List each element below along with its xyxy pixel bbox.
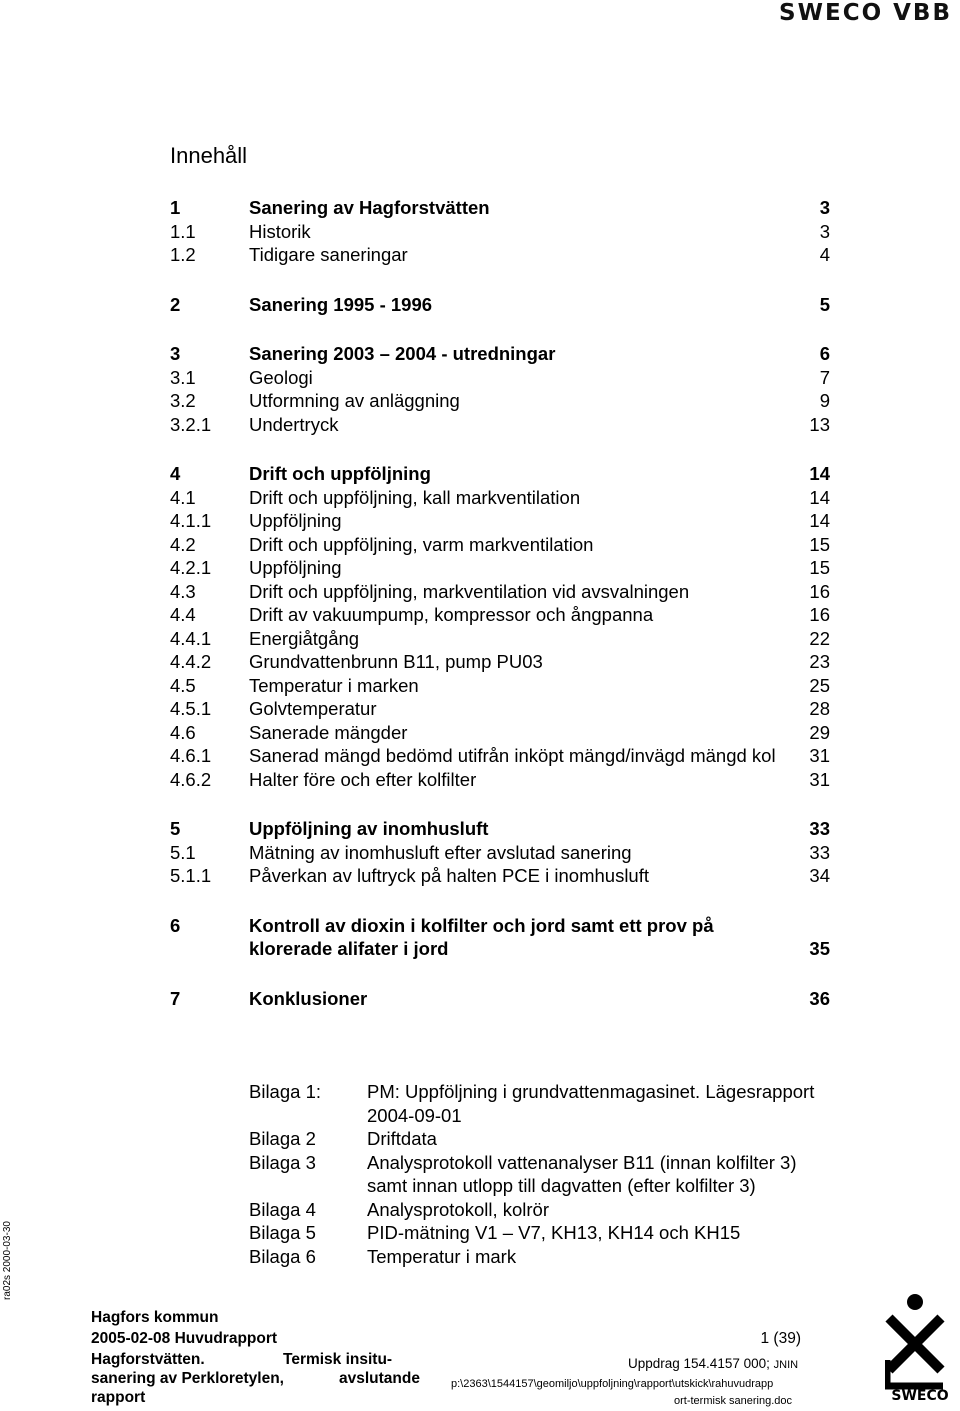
toc-entry-number: 3.2.1 <box>170 413 212 435</box>
toc-entry <box>170 389 830 413</box>
toc-entry-number: 3 <box>170 343 181 364</box>
footer-initials: JNIN <box>773 1359 799 1371</box>
toc-entry-number: 4.2.1 <box>170 557 212 578</box>
toc-entry-page: 35 <box>809 938 830 959</box>
appendix-label: Bilaga 1: <box>249 1081 321 1102</box>
toc-entry-number: 5.1.1 <box>170 865 212 886</box>
toc-entry <box>170 744 830 768</box>
toc-entry-title: Energiåtgång <box>249 627 360 649</box>
appendix-description: PID-mätning V1 – V7, KH13, KH14 och KH15 <box>367 1222 741 1243</box>
toc-entry-number: 4.3 <box>170 580 196 602</box>
toc-entry-title: Drift och uppföljning, kall markventilation <box>249 486 581 508</box>
toc-entry-page: 28 <box>809 698 830 719</box>
toc-entry-page: 34 <box>809 865 830 886</box>
toc-entry-page: 3 <box>819 220 830 242</box>
toc-entry-page: 33 <box>809 818 830 839</box>
toc-entry <box>170 650 830 674</box>
toc-entry-title: Utformning av anläggning <box>249 390 460 411</box>
toc-entry-number: 3.1 <box>170 366 196 388</box>
toc-entry <box>170 509 830 533</box>
toc-entry-title: Geologi <box>249 366 313 388</box>
appendix-list <box>249 1080 849 1268</box>
toc-entry <box>170 293 830 317</box>
appendix-label: Bilaga 4 <box>249 1198 316 1220</box>
footer-project-b: Termisk insitu- <box>283 1351 393 1368</box>
toc-entry-page: 29 <box>809 721 830 743</box>
toc-entry <box>170 841 830 865</box>
toc-entry-number: 4.4 <box>170 604 196 625</box>
table-of-contents <box>170 196 830 1010</box>
appendix-description: Temperatur i mark <box>367 1245 517 1267</box>
toc-entry <box>170 817 830 841</box>
sweco-logo-text: SWECO <box>891 1388 949 1402</box>
toc-entry-number: 4.6 <box>170 721 196 743</box>
toc-entry <box>170 196 830 220</box>
toc-entry-title: Grundvattenbrunn B11, pump PU03 <box>249 651 543 672</box>
toc-entry-title: Sanerade mängder <box>249 721 408 743</box>
toc-entry-page: 13 <box>809 413 830 435</box>
appendix-item <box>249 1080 849 1127</box>
toc-entry-title: Tidigare saneringar <box>249 244 408 265</box>
appendix-description: PM: Uppföljning i grundvattenmagasinet. Lägesrapport 2004-09-01 <box>367 1081 815 1126</box>
toc-entry-number: 4.5 <box>170 674 196 696</box>
appendix-item <box>249 1198 849 1222</box>
toc-entry <box>170 342 830 366</box>
toc-entry <box>170 533 830 557</box>
toc-entry-page: 22 <box>809 627 830 649</box>
toc-entry-page: 14 <box>809 486 830 508</box>
toc-title: Innehåll <box>170 143 248 168</box>
toc-entry-page: 14 <box>809 463 830 484</box>
sweco-vbb-brand: SWECO VBB <box>779 0 952 26</box>
toc-entry-title: Uppföljning av inomhusluft <box>249 818 489 839</box>
toc-entry-page: 6 <box>819 343 830 364</box>
toc-entry <box>170 864 830 888</box>
toc-entry-number: 5.1 <box>170 841 196 863</box>
toc-entry-page: 31 <box>809 768 830 790</box>
sweco-figure-logo-icon <box>885 1290 955 1402</box>
toc-entry-title: Temperatur i marken <box>249 674 419 696</box>
appendix-label: Bilaga 3 <box>249 1151 316 1173</box>
toc-entry <box>170 243 830 267</box>
toc-entry-page: 4 <box>819 244 830 265</box>
toc-entry-page: 25 <box>809 674 830 696</box>
toc-entry <box>170 914 830 961</box>
footer-project-e: rapport <box>91 1389 146 1406</box>
toc-entry-page: 15 <box>809 557 830 578</box>
toc-entry-number: 1.1 <box>170 220 196 242</box>
toc-entry-page: 14 <box>809 510 830 531</box>
toc-entry-title: Drift av vakuumpump, kompressor och ångpanna <box>249 604 654 625</box>
toc-entry-title: Sanering 1995 - 1996 <box>249 293 433 315</box>
appendix-item <box>249 1127 849 1151</box>
toc-entry-page: 7 <box>819 366 830 388</box>
appendix-label: Bilaga 6 <box>249 1245 316 1267</box>
appendix-item <box>249 1221 849 1245</box>
toc-entry-title: Sanering av Hagforstvätten <box>249 197 490 218</box>
toc-entry-page: 9 <box>819 390 830 411</box>
toc-entry-title: Historik <box>249 220 311 242</box>
page-footer <box>91 1308 811 1407</box>
footer-project-a: Hagforstvätten. <box>91 1351 205 1368</box>
toc-entry-title: Sanering 2003 – 2004 - utredningar <box>249 343 556 364</box>
toc-entry <box>170 366 830 390</box>
toc-entry-number: 4.1 <box>170 486 196 508</box>
toc-entry-number: 4.2 <box>170 533 196 555</box>
toc-entry <box>170 697 830 721</box>
toc-entry <box>170 603 830 627</box>
form-code: ra02s 2000-03-30 <box>2 1221 13 1300</box>
toc-entry-number: 4 <box>170 463 181 484</box>
footer-page-number: 1 (39) <box>760 1330 801 1347</box>
footer-project-d: avslutande <box>339 1370 420 1387</box>
toc-entry-page: 3 <box>819 197 830 218</box>
toc-entry-title: Halter före och efter kolfilter <box>249 768 477 790</box>
toc-entry-number: 3.2 <box>170 390 196 411</box>
toc-entry-number: 1.2 <box>170 244 196 265</box>
toc-entry <box>170 220 830 244</box>
appendix-description: Analysprotokoll, kolrör <box>367 1198 549 1220</box>
toc-entry-title: Sanerad mängd bedömd utifrån inköpt mängd/invägd mängd kol <box>249 745 776 766</box>
toc-entry <box>170 580 830 604</box>
toc-entry-number: 4.4.1 <box>170 627 212 649</box>
toc-entry-title: Undertryck <box>249 413 339 435</box>
toc-entry-number: 4.5.1 <box>170 698 212 719</box>
appendix-item <box>249 1151 849 1198</box>
toc-entry-title: Konklusioner <box>249 987 368 1009</box>
footer-file-path: p:\2363\1544157\geomiljo\uppfoljning\rapport\utskick\rahuvudrapp <box>451 1378 774 1390</box>
footer-order <box>628 1354 798 1375</box>
toc-entry-title: Drift och uppföljning, varm markventilation <box>249 533 594 555</box>
toc-entry <box>170 486 830 510</box>
toc-entry <box>170 627 830 651</box>
toc-entry <box>170 768 830 792</box>
footer-date-report: 2005-02-08 Huvudrapport <box>91 1330 278 1347</box>
toc-entry-title: Golvtemperatur <box>249 698 377 719</box>
toc-entry-title: Påverkan av luftryck på halten PCE i inomhusluft <box>249 865 649 886</box>
toc-entry <box>170 987 830 1011</box>
toc-entry <box>170 556 830 580</box>
appendix-label: Bilaga 2 <box>249 1128 316 1149</box>
appendix-item <box>249 1245 849 1269</box>
toc-entry-page: 23 <box>809 651 830 672</box>
toc-entry-number: 4.1.1 <box>170 510 212 531</box>
toc-entry-page: 15 <box>809 533 830 555</box>
toc-entry <box>170 413 830 437</box>
toc-entry-number: 1 <box>170 197 181 218</box>
sweco-logo <box>885 1290 955 1402</box>
toc-entry-page: 33 <box>809 841 830 863</box>
footer-order-number: Uppdrag 154.4157 000; <box>628 1356 770 1371</box>
toc-entry <box>170 462 830 486</box>
toc-entry-title: Drift och uppföljning <box>249 463 431 484</box>
footer-file-name: ort-termisk sanering.doc <box>674 1395 792 1407</box>
toc-entry-number: 4.4.2 <box>170 651 212 672</box>
toc-entry-title: Uppföljning <box>249 510 342 531</box>
appendix-label: Bilaga 5 <box>249 1222 316 1243</box>
toc-entry-page: 16 <box>809 604 830 625</box>
toc-entry <box>170 674 830 698</box>
toc-entry-number: 4.6.1 <box>170 745 212 766</box>
toc-entry-number: 6 <box>170 914 181 936</box>
toc-entry-number: 5 <box>170 818 181 839</box>
toc-entry-page: 31 <box>809 745 830 766</box>
toc-entry-page: 16 <box>809 580 830 602</box>
footer-client: Hagfors kommun <box>91 1309 219 1326</box>
toc-entry-title: Uppföljning <box>249 557 342 578</box>
toc-entry-number: 2 <box>170 293 181 315</box>
toc-entry-number: 7 <box>170 987 181 1009</box>
toc-entry-page: 36 <box>809 987 830 1009</box>
appendix-description: Analysprotokoll vattenanalyser B11 (innan kolfilter 3) samt innan utlopp till dagvatten (efter kolfilter 3) <box>367 1151 797 1196</box>
toc-entry-title: Kontroll av dioxin i kolfilter och jord samt ett prov på klorerade alifater i jord <box>249 914 714 959</box>
toc-entry-title: Mätning av inomhusluft efter avslutad sanering <box>249 841 632 863</box>
appendix-description: Driftdata <box>367 1128 437 1149</box>
toc-entry-title: Drift och uppföljning, markventilation vid avsvalningen <box>249 580 690 602</box>
toc-entry-number: 4.6.2 <box>170 768 212 790</box>
toc-entry <box>170 721 830 745</box>
footer-project-c: sanering av Perkloretylen, <box>91 1370 284 1387</box>
toc-entry-page: 5 <box>819 293 830 315</box>
